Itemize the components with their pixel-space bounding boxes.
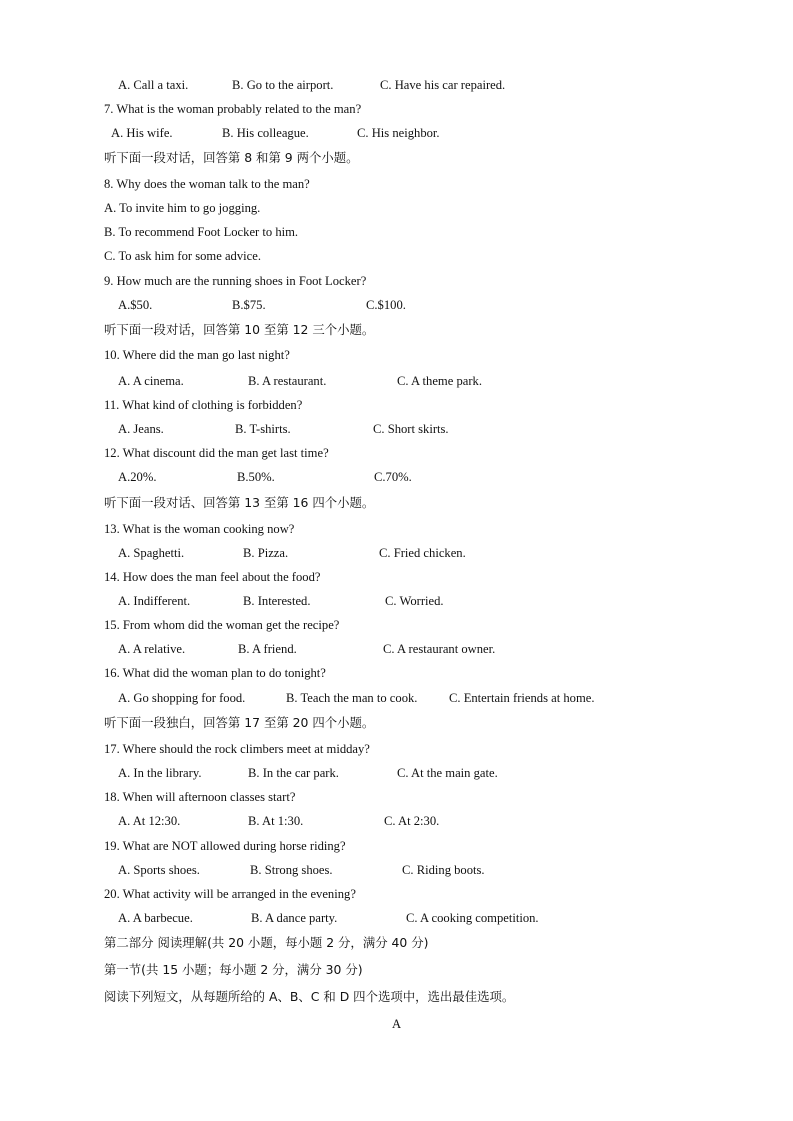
text-line: C. At the main gate. — [397, 766, 498, 780]
text-line: 20. What activity will be arranged in the evening? — [104, 887, 356, 901]
text-line: B.$75. — [232, 298, 266, 312]
text-line: A.20%. — [118, 470, 157, 484]
section-heading: 听下面一段独白，回答第 17 至第 20 四个小题。 — [104, 715, 375, 730]
text-line: A. A cinema. — [118, 374, 184, 388]
text-line: 12. What discount did the man get last time? — [104, 446, 329, 460]
text-line: 14. How does the man feel about the food? — [104, 570, 321, 584]
text-line: C. A cooking competition. — [406, 911, 539, 925]
section-heading: 听下面一段对话、回答第 13 至第 16 四个小题。 — [104, 495, 375, 510]
section-heading: 阅读下列短文，从每题所给的 A、B、C 和 D 四个选项中，选出最佳选项。 — [104, 989, 515, 1004]
section-heading: 第一节(共 15 小题；每小题 2 分，满分 30 分) — [104, 962, 363, 977]
text-line: A. A relative. — [118, 642, 186, 656]
text-line: B. To recommend Foot Locker to him. — [104, 225, 299, 239]
passage-label: A — [391, 1017, 402, 1031]
text-line: 13. What is the woman cooking now? — [104, 522, 295, 536]
text-line: C. His neighbor. — [357, 126, 440, 140]
text-line: C. Fried chicken. — [379, 546, 466, 560]
text-line: B. Pizza. — [243, 546, 289, 560]
text-line: A. Sports shoes. — [118, 863, 200, 877]
text-line: A. At 12:30. — [118, 814, 181, 828]
text-line: C. A theme park. — [397, 374, 482, 388]
text-line: B. A dance party. — [251, 911, 338, 925]
text-line: C. To ask him for some advice. — [104, 249, 261, 263]
text-line: B. In the car park. — [248, 766, 339, 780]
text-line: A. A barbecue. — [118, 911, 193, 925]
text-line: C. Entertain friends at home. — [449, 691, 595, 705]
text-line: A. Go shopping for food. — [118, 691, 246, 705]
text-line: B. T-shirts. — [235, 422, 291, 436]
text-line: C. Worried. — [385, 594, 444, 608]
text-line: B. Go to the airport. — [232, 78, 334, 92]
text-line: B. At 1:30. — [248, 814, 304, 828]
text-line: C. At 2:30. — [384, 814, 440, 828]
text-line: B. A friend. — [238, 642, 297, 656]
text-line: C. Short skirts. — [373, 422, 449, 436]
text-line: 9. How much are the running shoes in Foot Locker? — [104, 274, 367, 288]
text-line: A. To invite him to go jogging. — [104, 201, 261, 215]
text-line: B. A restaurant. — [248, 374, 327, 388]
section-heading: 第二部分 阅读理解(共 20 小题，每小题 2 分，满分 40 分) — [104, 935, 429, 950]
text-line: B. Interested. — [243, 594, 311, 608]
text-line: A. His wife. — [111, 126, 173, 140]
section-heading: 听下面一段对话，回答第 10 至第 12 三个小题。 — [104, 322, 375, 337]
text-line: 10. Where did the man go last night? — [104, 348, 290, 362]
text-line: A. Call a taxi. — [118, 78, 189, 92]
text-line: C.70%. — [374, 470, 412, 484]
text-line: B. Strong shoes. — [250, 863, 333, 877]
text-line: 15. From whom did the woman get the recipe? — [104, 618, 340, 632]
text-line: 11. What kind of clothing is forbidden? — [104, 398, 303, 412]
text-line: 7. What is the woman probably related to the man? — [104, 102, 362, 116]
text-line: C. Riding boots. — [402, 863, 485, 877]
text-line: A. Spaghetti. — [118, 546, 185, 560]
text-line: B. Teach the man to cook. — [286, 691, 418, 705]
text-line: 17. Where should the rock climbers meet at midday? — [104, 742, 370, 756]
text-line: A. In the library. — [118, 766, 202, 780]
text-line: 16. What did the woman plan to do tonight? — [104, 666, 326, 680]
text-line: C. A restaurant owner. — [383, 642, 496, 656]
text-line: B. His colleague. — [222, 126, 309, 140]
section-heading: 听下面一段对话，回答第 8 和第 9 两个小题。 — [104, 150, 359, 165]
text-line: 18. When will afternoon classes start? — [104, 790, 296, 804]
text-line: C.$100. — [366, 298, 406, 312]
text-line: 8. Why does the woman talk to the man? — [104, 177, 310, 191]
text-line: A. Jeans. — [118, 422, 164, 436]
text-line: A.$50. — [118, 298, 153, 312]
text-line: 19. What are NOT allowed during horse riding? — [104, 839, 346, 853]
text-line: A. Indifferent. — [118, 594, 191, 608]
text-line: B.50%. — [237, 470, 275, 484]
text-line: C. Have his car repaired. — [380, 78, 506, 92]
